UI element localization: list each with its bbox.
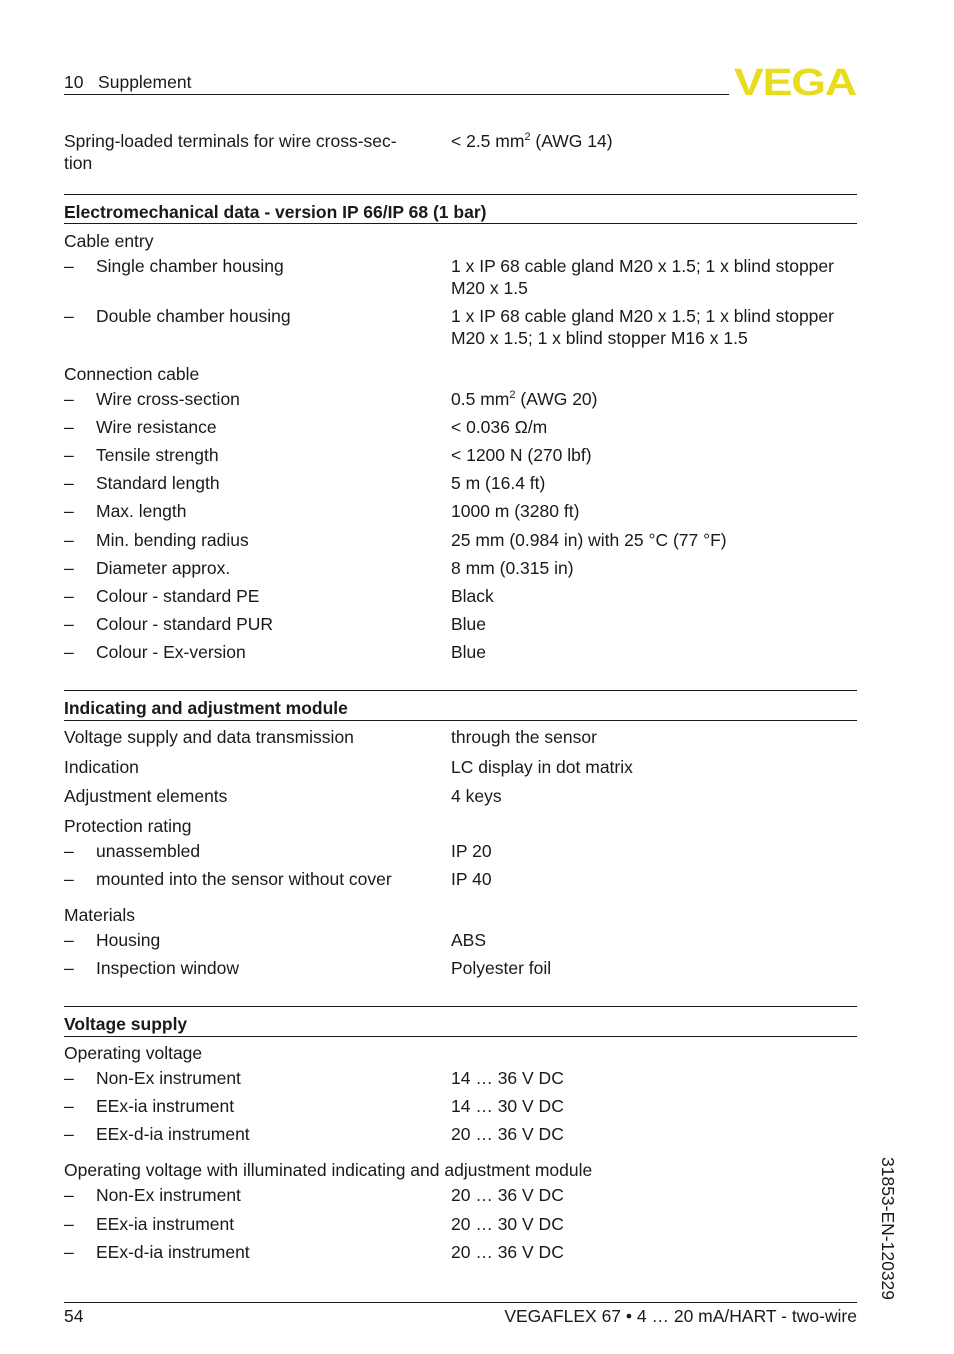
section-title-electromechanical: Electromechanical data - version IP 66/IP 68 (1 bar) [64, 202, 487, 222]
terminals-label: Spring-loaded terminals for wire cross-sec- tion [64, 131, 397, 173]
vega-logo [734, 63, 858, 99]
header-section: 10 Supplement [64, 72, 192, 92]
group-title-materials: Materials [64, 905, 135, 925]
section-rule [64, 1036, 857, 1037]
footer-rule [64, 1302, 857, 1303]
group-title-cable-entry: Cable entry [64, 231, 154, 251]
section-rule [64, 720, 857, 721]
terminals-value: < 2.5 $mm^2$ (AWG 14) [451, 131, 613, 151]
group-title-operating-voltage: Operating voltage [64, 1043, 203, 1063]
section-rule [64, 690, 857, 691]
section-rule [64, 223, 857, 224]
group-title-illuminated: Operating voltage with illuminated indicating and adjustment module [64, 1160, 593, 1180]
document-code: 31853-EN-120329 [878, 1157, 898, 1301]
section-title-indicating: Indicating and adjustment module [64, 698, 348, 718]
section-rule [64, 194, 857, 195]
section-rule [64, 1006, 857, 1007]
group-title-connection-cable: Connection cable [64, 364, 200, 384]
section-title-voltage: Voltage supply [64, 1014, 188, 1034]
footer-title: VEGAFLEX 67 • 4 … 20 mA/HART - two-wire [504, 1306, 857, 1326]
page-number: 54 [64, 1306, 84, 1326]
group-title-protection: Protection rating [64, 816, 192, 836]
vega-logo-text: VEGA [734, 63, 857, 99]
header-rule [64, 94, 729, 95]
